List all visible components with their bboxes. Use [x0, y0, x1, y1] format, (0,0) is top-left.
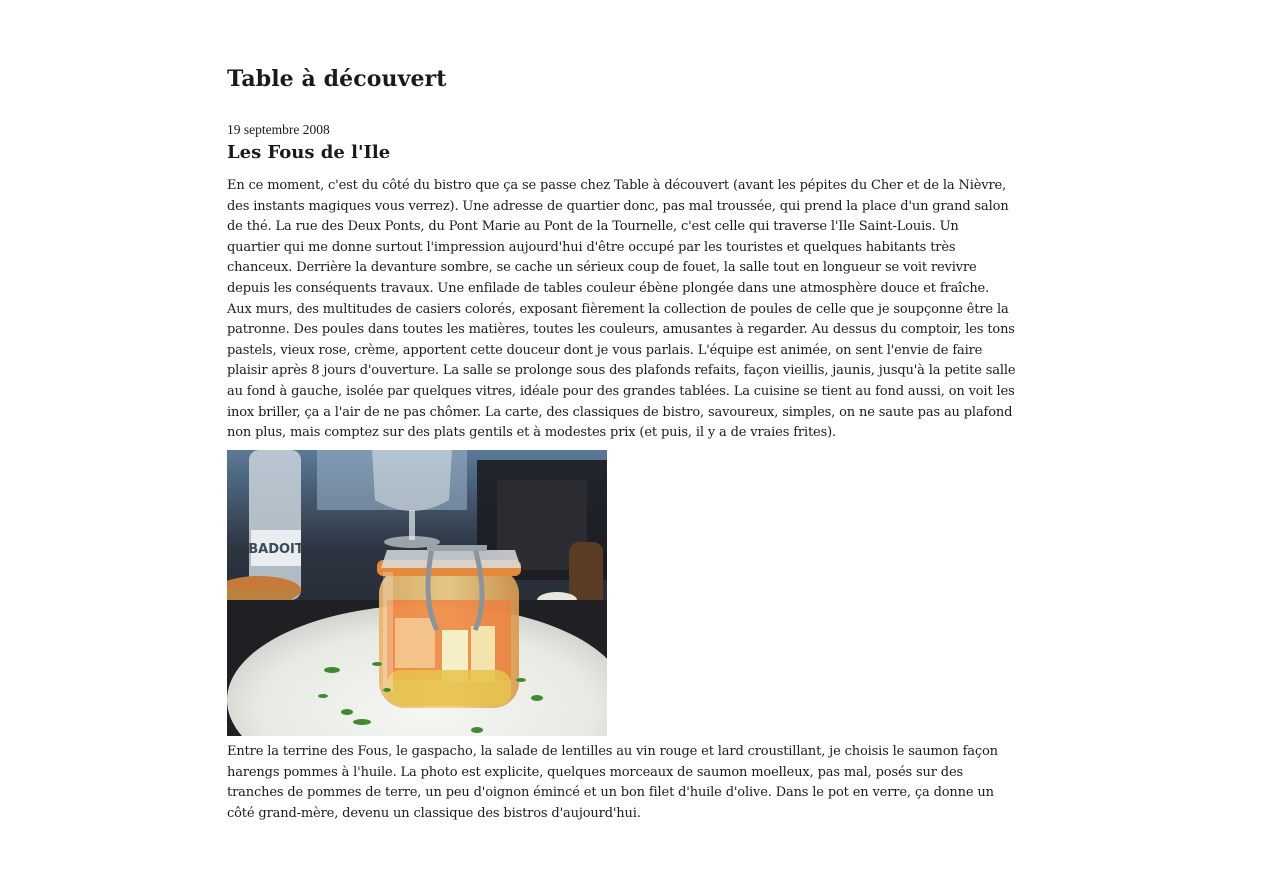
- text-line: côté grand-mère, devenu un classique des bistros d'aujourd'hui.: [227, 805, 641, 821]
- text-line: au fond à gauche, isolée par quelques vitres, idéale pour des grandes tablées. La cuisine se tient au fond aussi, on voit les: [227, 383, 1015, 399]
- text-line: de thé. La rue des Deux Ponts, du Pont Marie au Pont de la Tournelle, c'est celle qui traverse l'Ile Saint-Louis. Un: [227, 219, 959, 235]
- text-line: depuis les conséquents travaux. Une enfilade de tables couleur ébène plongée dans une atmosphère douce et fraîche.: [227, 280, 990, 296]
- text-line: inox briller, ça a l'air de ne pas chômer. La carte, des classiques de bistro, savoureux, simples, on ne saute pas au plafond: [227, 404, 1013, 420]
- post-title[interactable]: Les Fous de l'Ile: [227, 142, 391, 163]
- bottle-label: BADOIT: [248, 542, 304, 557]
- post-paragraph-2: [227, 742, 999, 824]
- blog-title[interactable]: Table à découvert: [227, 66, 447, 92]
- text-line: Entre la terrine des Fous, le gaspacho, la salade de lentilles au vin rouge et lard croustillant, je choisis le saumon façon: [227, 744, 998, 759]
- text-line: harengs pommes à l'huile. La photo est explicite, quelques morceaux de saumon moelleux, pas mal, posés sur des: [227, 764, 964, 780]
- text-line: pastels, vieux rose, crème, apportent cette douceur dont je vous parlais. L'équipe est animée, on sent l'envie de faire: [227, 342, 983, 358]
- text-line: patronne. Des poules dans toutes les matières, toutes les couleurs, amusantes à regarder. Au dessus du comptoir, les tons: [227, 322, 1015, 338]
- text-line: des instants magiques vous verrez). Une adresse de quartier donc, pas mal troussée, qui prend la place d'un grand salon: [227, 198, 1009, 214]
- text-line: tranches de pommes de terre, un peu d'oignon émincé et un bon filet d'huile d'olive. Dans le pot en verre, ça donne un: [227, 785, 994, 801]
- glass-jar: [377, 548, 521, 708]
- text-line: chanceux. Derrière la devanture sombre, se cache un sérieux coup de fouet, la salle tout en longueur se voit revivre: [227, 260, 977, 276]
- text-line: non plus, mais comptez sur des plats gentils et à modestes prix (et puis, il y a de vraies frites).: [227, 425, 836, 441]
- post-photo[interactable]: [227, 450, 607, 736]
- post-date: 19 septembre 2008: [227, 122, 330, 137]
- text-line: quartier qui me donne surtout l'impression aujourd'hui d'être occupé par les touristes et quelques habitants très: [227, 239, 956, 255]
- text-line: Aux murs, des multitudes de casiers colorés, exposant fièrement la collection de poules de celle que je soupçonne être la: [227, 301, 1009, 317]
- text-line: plaisir après 8 jours d'ouverture. La salle se prolonge sous des plafonds refaits, façon vieillis, jaunis, jusqu'à la petite salle: [227, 363, 1016, 379]
- post-paragraph-1: [227, 176, 1016, 444]
- text-line: En ce moment, c'est du côté du bistro que ça se passe chez Table à découvert (avant les pépites du Cher et de la Nièvre,: [227, 178, 1007, 193]
